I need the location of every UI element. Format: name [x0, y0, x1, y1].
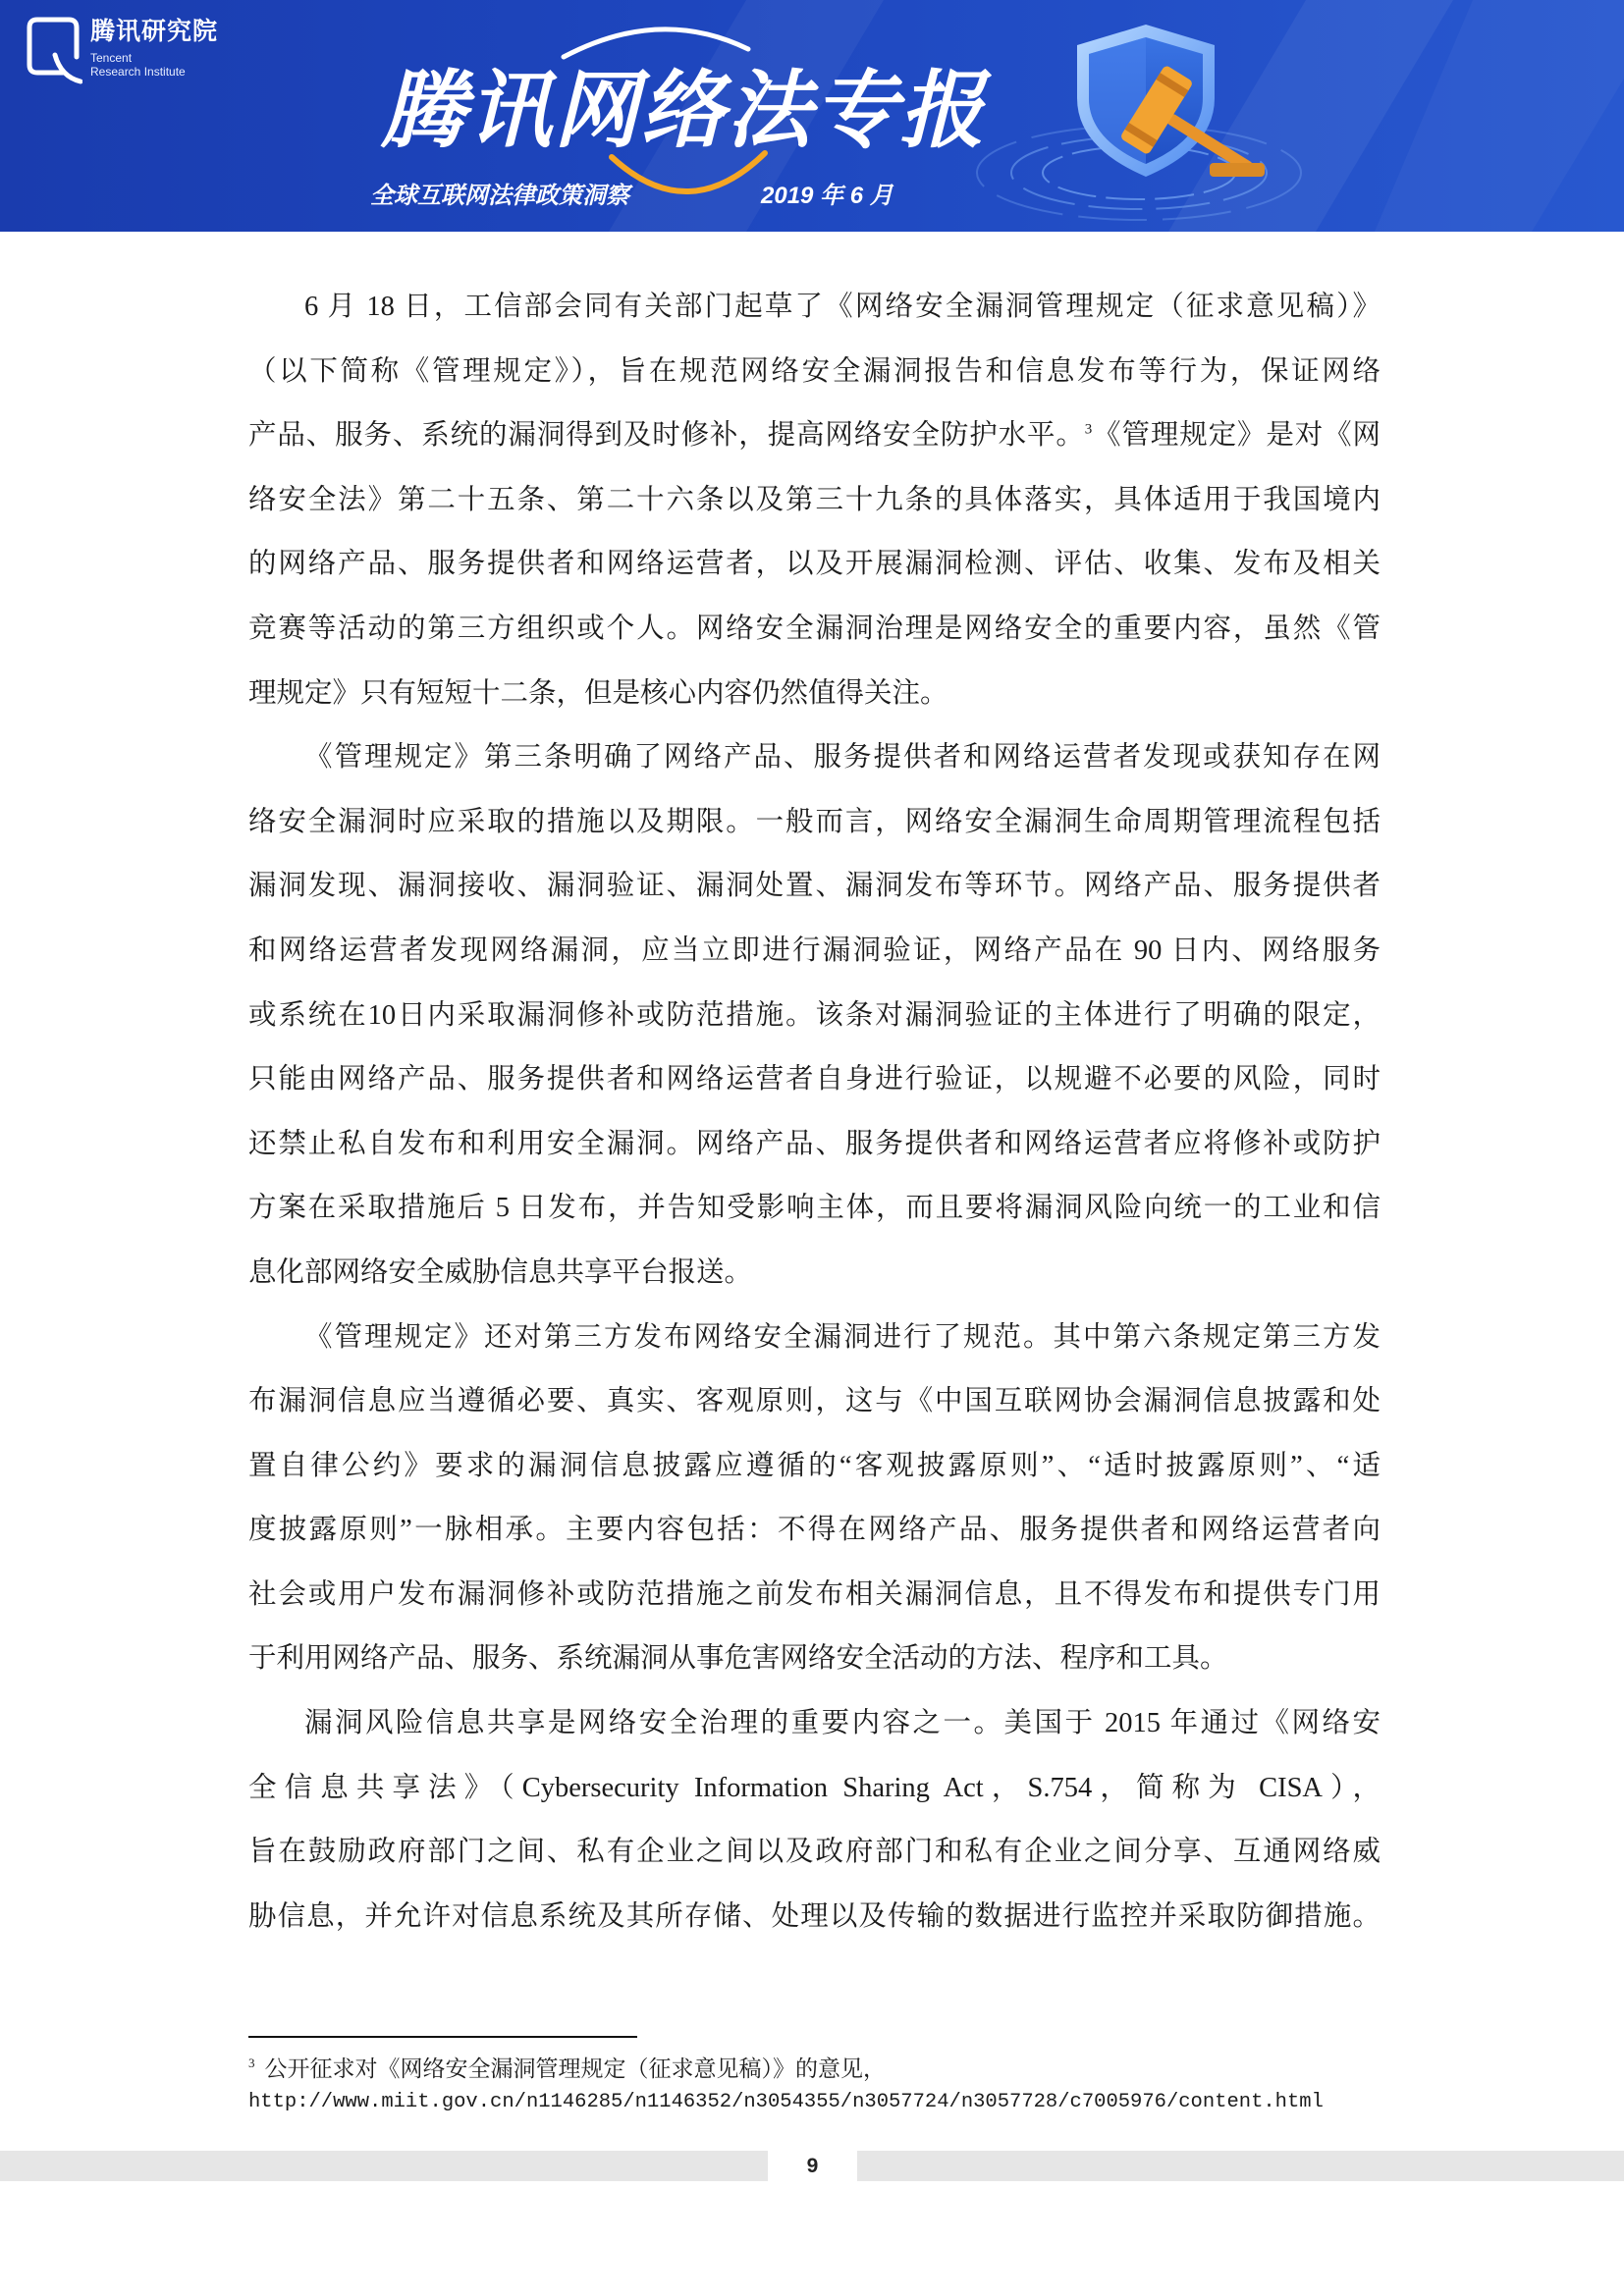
- text-line: 理规定》只有短短十二条，但是核心内容仍然值得关注。: [248, 677, 948, 709]
- logo-name-en-line1: Tencent: [90, 51, 133, 65]
- text-line: 布漏洞信息应当遵循必要、真实、客观原则，这与《中国互联网协会漏洞信息披露和处: [248, 1386, 1380, 1417]
- paragraph: [248, 275, 1380, 725]
- header-banner: [0, 0, 1624, 232]
- text-line: [248, 403, 1380, 468]
- text-line: 方案在采取措施后 5 日发布，并告知受影响主体，而且要将漏洞风险向统一的工业和信: [248, 1193, 1380, 1224]
- text-line: 的网络产品、服务提供者和网络运营者，以及开展漏洞检测、评估、收集、发布及相关: [248, 549, 1380, 580]
- text-line: 息化部网络安全威胁信息共享平台报送。: [248, 1256, 753, 1288]
- text-line: 旨在鼓励政府部门之间、私有企业之间以及政府部门和私有企业之间分享、互通网络威: [248, 1837, 1380, 1868]
- tencent-research-logo-icon: [24, 14, 82, 84]
- text-line: 6 月 18 日，工信部会同有关部门起草了《网络安全漏洞管理规定（征求意见稿）》: [304, 292, 1380, 322]
- paragraph: [248, 1691, 1380, 1949]
- text-line: 漏洞风险信息共享是网络安全治理的重要内容之一。美国于 2015 年通过《网络安: [304, 1708, 1380, 1739]
- text-line: 竞赛等活动的第三方组织或个人。网络安全漏洞治理是网络安全的重要内容，虽然《管: [248, 613, 1380, 644]
- text-line: 或系统在10日内采取漏洞修补或防范措施。该条对漏洞验证的主体进行了明确的限定，: [248, 999, 1380, 1031]
- text-line: 和网络运营者发现网络漏洞，应当立即进行漏洞验证，网络产品在 90 日内、网络服务: [248, 934, 1380, 966]
- text-segment: 产品、服务、系统的漏洞得到及时修补，提高网络安全防护水平。: [248, 420, 1085, 452]
- text-line: 络安全漏洞时应采取的措施以及期限。一般而言，网络安全漏洞生命周期管理流程包括: [248, 806, 1380, 837]
- footnote-text: 公开征求对《网络安全漏洞管理规定（征求意见稿）》的意见，: [264, 2056, 886, 2081]
- gavel-base-icon: [1210, 163, 1265, 177]
- footnote: [248, 2056, 886, 2083]
- text-line: 漏洞发现、漏洞接收、漏洞验证、漏洞处置、漏洞发布等环节。网络产品、服务提供者: [248, 871, 1380, 902]
- paragraph: [248, 725, 1380, 1305]
- text-line: 《管理规定》第三条明确了网络产品、服务提供者和网络运营者发现或获知存在网: [304, 742, 1380, 774]
- page-number: 9: [806, 2155, 819, 2177]
- logo-name-cn: 腾讯研究院: [90, 18, 219, 45]
- publication-subtitle: 全球互联网法律政策洞察: [370, 183, 629, 209]
- text-line: 全信息共享法》（Cybersecurity Information Sharing Act，S.754，简称为 CISA），: [248, 1772, 1380, 1803]
- text-line: 络安全法》第二十五条、第二十六条以及第三十九条的具体落实，具体适用于我国境内: [248, 484, 1380, 515]
- text-line: 置自律公约》要求的漏洞信息披露应遵循的“客观披露原则”、“适时披露原则”、“适: [248, 1450, 1380, 1481]
- text-segment: 《管理规定》是对《网: [1092, 420, 1380, 452]
- text-line: 社会或用户发布漏洞修补或防范措施之前发布相关漏洞信息，且不得发布和提供专门用: [248, 1578, 1380, 1610]
- paragraph: [248, 1306, 1380, 1692]
- issue-date: 2019 年 6 月: [761, 183, 893, 209]
- footnote-separator: [248, 2036, 637, 2038]
- text-line: 度披露原则”一脉相承。主要内容包括：不得在网络产品、服务提供者和网络运营者向: [248, 1515, 1380, 1546]
- footnote-url: http://www.miit.gov.cn/n1146285/n1146352/n3054355/n3057724/n3057728/c7005976/content.html: [248, 2091, 1324, 2113]
- text-line: 《管理规定》还对第三方发布网络安全漏洞进行了规范。其中第六条规定第三方发: [304, 1321, 1380, 1353]
- text-line: （以下简称《管理规定》），旨在规范网络安全漏洞报告和信息发布等行为，保证网络: [248, 355, 1380, 387]
- text-line: 于利用网络产品、服务、系统漏洞从事危害网络安全活动的方法、程序和工具。: [248, 1643, 1228, 1675]
- logo-name-en-line2: Research Institute: [90, 65, 186, 79]
- footnote-reference: 3: [1084, 421, 1093, 438]
- footnote-marker: 3: [248, 2056, 255, 2071]
- text-line: 胁信息，并允许对信息系统及其所存储、处理以及传输的数据进行监控并采取防御措施。: [248, 1900, 1380, 1932]
- text-line: 还禁止私自发布和利用安全漏洞。网络产品、服务提供者和网络运营者应将修补或防护: [248, 1128, 1380, 1159]
- publication-title: 腾讯网络法专报: [381, 64, 986, 158]
- text-line: 只能由网络产品、服务提供者和网络运营者自身进行验证，以规避不必要的风险，同时: [248, 1064, 1380, 1095]
- footer-bar-left: [0, 2151, 768, 2181]
- footer-bar-right: [857, 2151, 1624, 2181]
- article-body: [248, 275, 1380, 1949]
